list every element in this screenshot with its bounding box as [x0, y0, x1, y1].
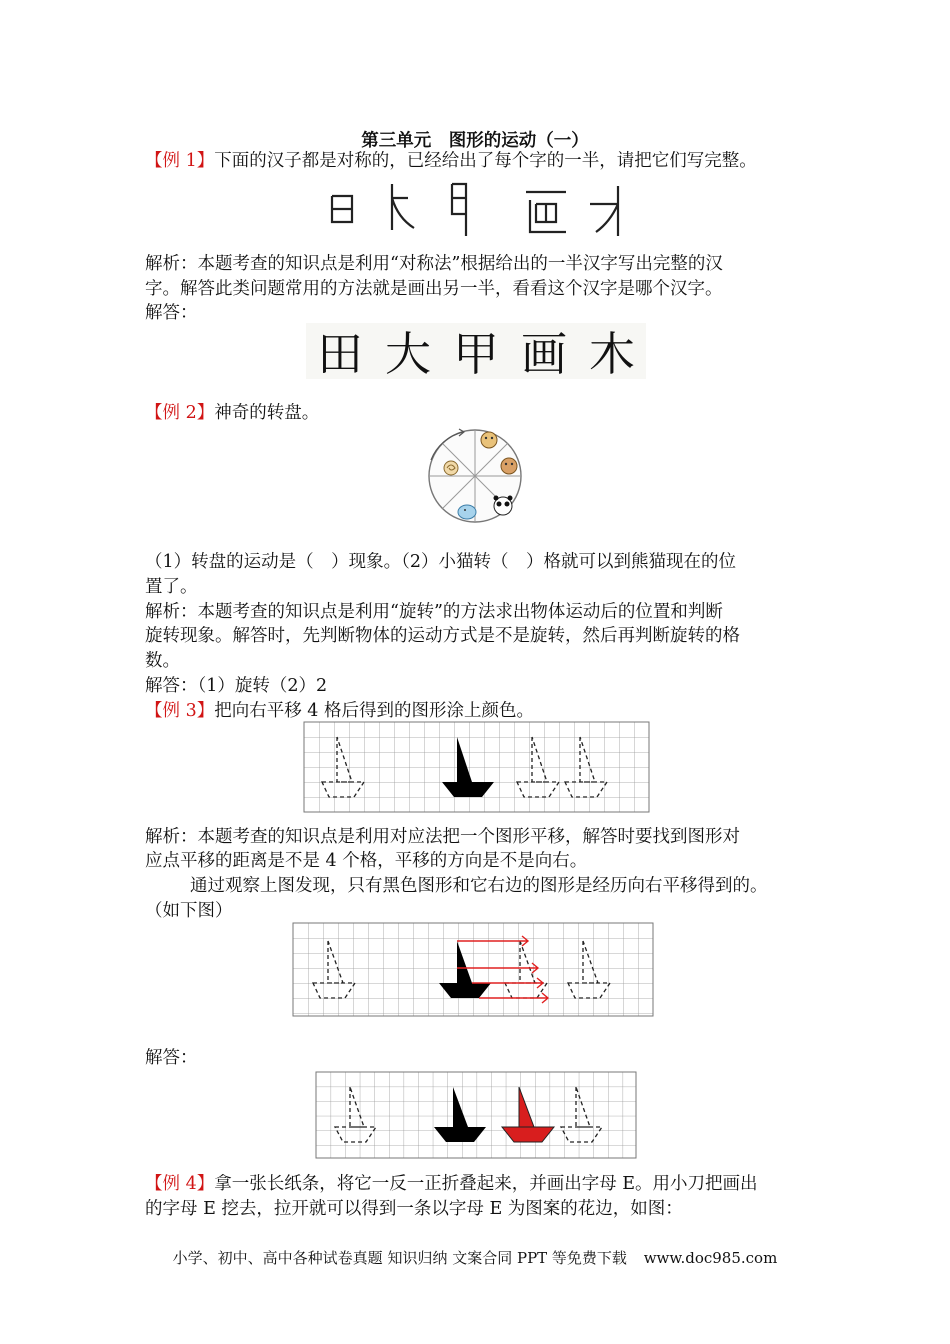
ex1-analysis-2: 字。解答此类问题常用的方法就是画出另一半，看看这个汉字是哪个汉字。 [145, 279, 723, 299]
half-characters-figure [320, 178, 640, 240]
ex4-text-1: 拿一张长纸条，将它一反一正折叠起来，并画出字母 E。用小刀把画出 [214, 1174, 758, 1194]
half-char-1 [332, 196, 352, 222]
ex4-tag: 【例 4】 [145, 1174, 215, 1194]
footer-url[interactable]: www.doc985.com [643, 1249, 778, 1267]
cat-icon [501, 458, 517, 474]
ex2-analysis-2: 旋转现象。解答时，先判断物体的运动方式是不是旋转，然后再判断旋转的格 [145, 626, 740, 646]
half-char-4 [526, 192, 566, 232]
ex3-question: 把向右平移 4 格后得到的图形涂上颜色。 [214, 701, 534, 721]
half-char-2 [392, 184, 414, 230]
footer-text: 小学、初中、高中各种试卷真题 知识归纳 文案合同 PPT 等免费下载 [172, 1249, 627, 1267]
answer-characters [306, 323, 646, 379]
ex1-tag: 【例 1】 [145, 151, 215, 171]
ex2-analysis-1: 解析：本题考查的知识点是利用“旋转”的方法求出物体运动后的位置和判断 [145, 602, 723, 622]
ex2-answer: 解答：（1）旋转（2）2 [145, 676, 328, 696]
ex2-analysis-3: 数。 [145, 651, 180, 671]
ex1-question-line [145, 149, 757, 173]
snail-icon [444, 461, 458, 475]
ex3-analysis-1: 解析：本题考查的知识点是利用对应法把一个图形平移，解答时要找到图形对 [145, 827, 740, 847]
answer-char-4: 画 [521, 327, 567, 381]
answer-char-2: 大 [385, 327, 431, 381]
grid-question [304, 722, 651, 812]
ex2-q-line2: 置了。 [145, 577, 198, 597]
ex3-observe-2: （如下图） [145, 901, 233, 921]
answer-char-3: 甲 [453, 327, 499, 381]
grid-analysis [293, 923, 655, 1018]
elephant-icon [458, 505, 476, 519]
ex4-line1 [145, 1172, 758, 1196]
ex2-q-line1: （1）转盘的运动是（ ）现象。（2）小猫转（ ）格就可以到熊猫现在的位 [145, 552, 737, 572]
ex1-question: 下面的汉子都是对称的，已经给出了每个字的一半，请把它们写完整。 [214, 151, 757, 171]
turntable-figure [423, 420, 527, 528]
ex2-tag: 【例 2】 [145, 403, 215, 423]
page-title: 第三单元 图形的运动（一） [361, 131, 589, 151]
ex4-line2: 的字母 E 挖去，拉开就可以得到一条以字母 E 为图案的花边，如图： [145, 1199, 683, 1219]
ex3-question-line [145, 699, 534, 723]
answer-char-1: 田 [317, 327, 363, 381]
grid-answer [316, 1072, 638, 1160]
half-char-3 [452, 184, 466, 236]
tiger-icon [481, 432, 497, 448]
footer [0, 1247, 950, 1268]
ex1-answer-label: 解答： [145, 303, 198, 323]
ex3-answer-label: 解答： [145, 1048, 198, 1068]
ex3-analysis-2: 应点平移的距离是不是 4 个格，平移的方向是不是向右。 [145, 851, 588, 871]
half-char-5 [590, 186, 618, 236]
ex2-question: 神奇的转盘。 [214, 403, 320, 423]
panda-icon [494, 496, 513, 516]
answer-char-5: 木 [589, 327, 635, 381]
ex3-observe-1: 通过观察上图发现，只有黑色图形和它右边的图形是经历向右平移得到的。 [190, 876, 768, 896]
ex1-analysis-1: 解析：本题考查的知识点是利用“对称法”根据给出的一半汉字写出完整的汉 [145, 254, 723, 274]
ex3-tag: 【例 3】 [145, 701, 215, 721]
ex2-question-line [145, 401, 319, 425]
